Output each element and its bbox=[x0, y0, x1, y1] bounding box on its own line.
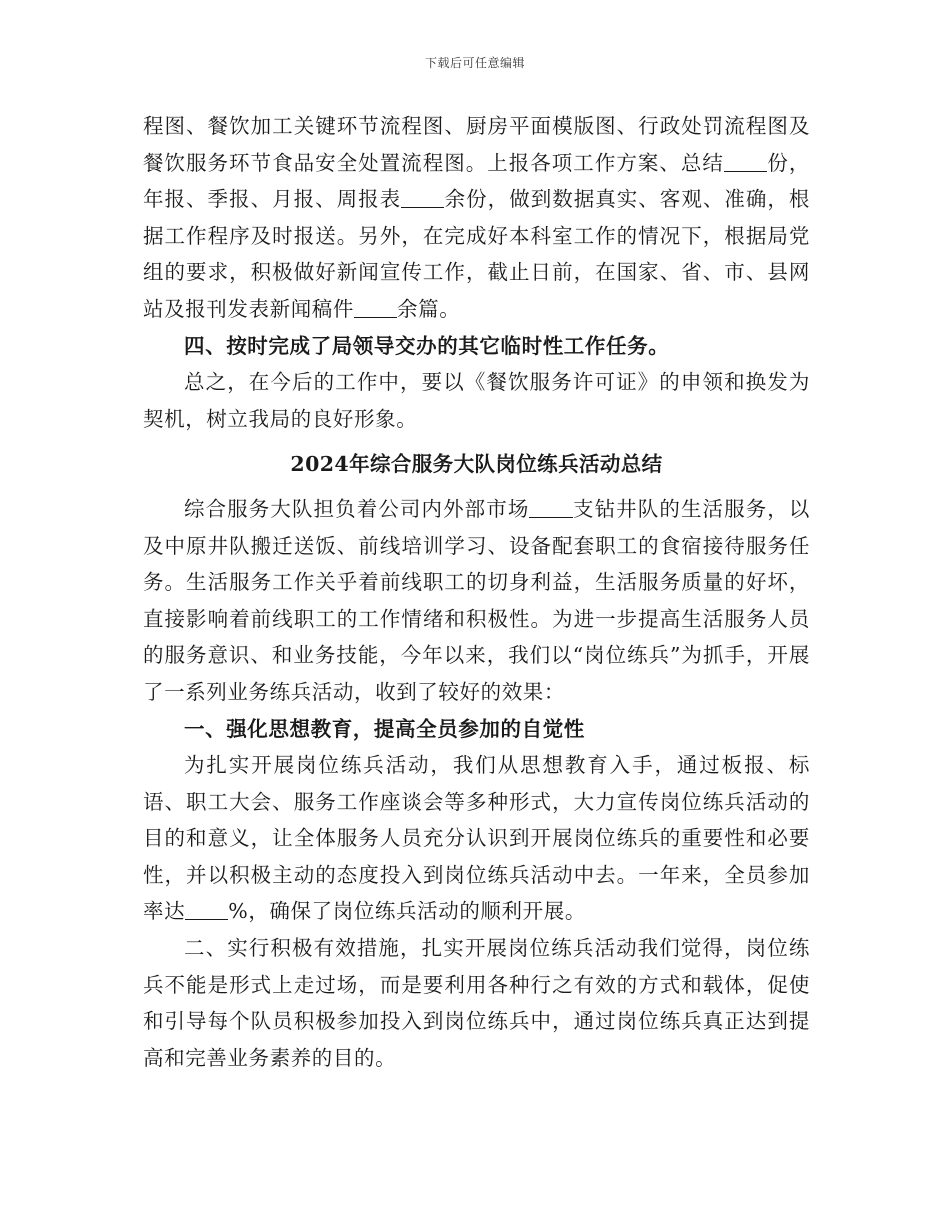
document-title: 2024年综合服务大队岗位练兵活动总结 bbox=[290, 452, 663, 477]
blank-underline bbox=[401, 187, 444, 209]
paragraph-workflow-charts bbox=[143, 108, 810, 328]
section-heading-one: 一、强化思想教育，提高全员参加的自觉性 bbox=[184, 716, 585, 741]
paragraph-text: 程图、餐饮加工关键环节流程图、厨房平面模版图、行政处罚流程图及餐饮服务环节食品安全处置流程图。上报各项工作方案、总结 bbox=[143, 114, 810, 175]
paragraph-measures: 二、实行积极有效措施，扎实开展岗位练兵活动我们觉得，岗位练兵不能是形式上走过场，而是要利用各种行之有效的方式和载体，促使和引导每个队员积极参加投入到岗位练兵中，通过岗位练兵真正达到提高和完善业务素养的目的。 bbox=[143, 936, 810, 1070]
section-heading-four: 四、按时完成了局领导交办的其它临时性工作任务。 bbox=[184, 333, 670, 358]
paragraph-conclusion: 总之，在今后的工作中，要以《餐饮服务许可证》的申领和换发为契机，树立我局的良好形象。 bbox=[143, 370, 810, 431]
paragraph-text: 余篇。 bbox=[397, 296, 461, 321]
blank-underline bbox=[529, 496, 572, 518]
paragraph-education bbox=[143, 747, 810, 930]
paragraph-text: 份，年报、季报、月报、周报表 bbox=[143, 150, 810, 212]
blank-underline bbox=[354, 296, 397, 318]
paragraph-text: 支钻井队的生活服务，以及中原井队搬迁送饭、前线培训学习、设备配套职工的食宿接待服务任务。生活服务工作关乎着前线职工的切身利益，生活服务质量的好坏，直接影响着前线职工的工作情绪和积极性。为进一步提高生活服务人员的服务意识、和业务技能，今年以来，我们以“岗位练兵”为抓手，开展了一系列业务练兵活动，收到了较好的效果： bbox=[143, 496, 810, 704]
paragraph-text: 余份，做到数据真实、客观、准确，根据工作程序及时报送。另外，在完成好本科室工作的情况下，根据局党组的要求，积极做好新闻宣传工作，截止日前，在国家、省、市、县网站及报刊发表新闻稿件 bbox=[143, 187, 810, 321]
paragraph-text: 为扎实开展岗位练兵活动，我们从思想教育入手，通过板报、标语、职工大会、服务工作座谈会等多种形式，大力宣传岗位练兵活动的目的和意义，让全体服务人员充分认识到开展岗位练兵的重要性和必要性，并以积极主动的态度投入到岗位练兵活动中去。一年来，全员参加率达 bbox=[143, 753, 810, 924]
paragraph-text: %，确保了岗位练兵活动的顺利开展。 bbox=[228, 899, 586, 924]
document-body bbox=[143, 108, 810, 1076]
paragraph-intro bbox=[143, 491, 810, 711]
blank-underline bbox=[724, 150, 767, 172]
paragraph-text: 综合服务大队担负着公司内外部市场 bbox=[184, 496, 530, 521]
blank-underline bbox=[185, 899, 228, 921]
page-header: 下载后可任意编辑 bbox=[424, 56, 525, 70]
